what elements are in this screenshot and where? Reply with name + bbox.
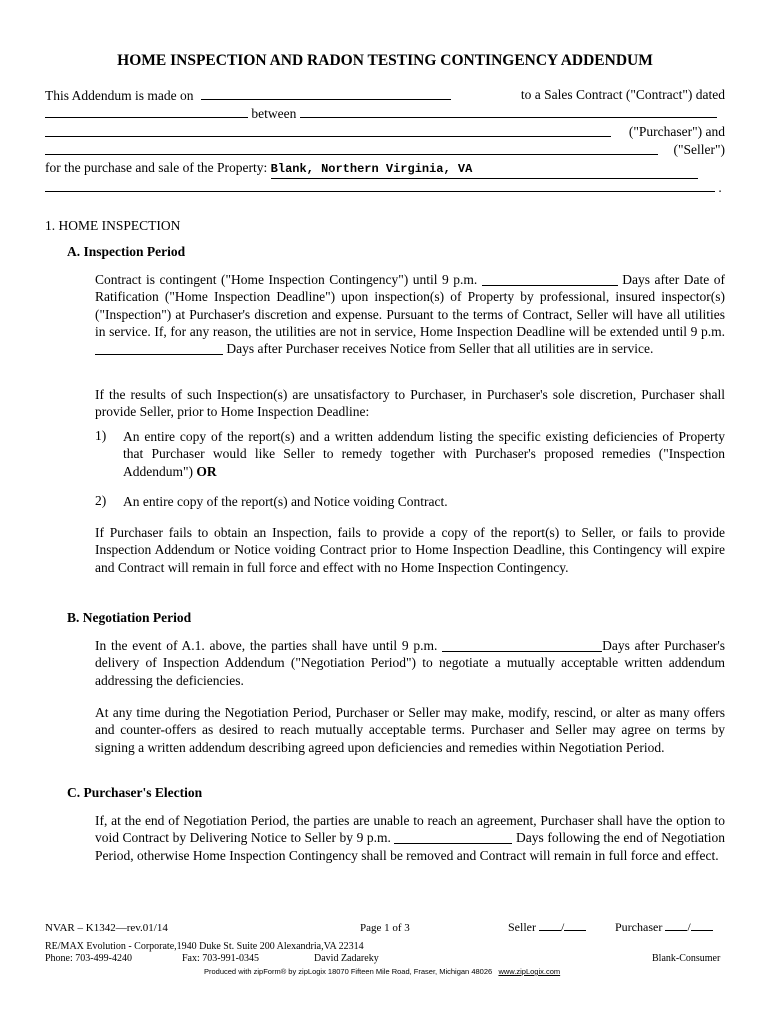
property-label: for the purchase and sale of the Property:	[45, 160, 268, 175]
inspection-days-field[interactable]	[482, 272, 618, 286]
office-phone: Phone: 703-499-4240	[45, 953, 132, 964]
property-address-field[interactable]: Blank, Northern Virginia, VA	[271, 161, 698, 179]
negotiation-text-2: Days after Purchaser's delivery of Inspection Addendum ("Negotiation Period") to negotiate a mutually acceptable written addendum addressing the deficiencies.	[95, 638, 726, 688]
negotiation-text-1: In the event of A.1. above, the parties shall have until 9 p.m.	[95, 638, 438, 653]
agent-name: David Zadareky	[314, 953, 379, 964]
seller-initials-field-1[interactable]	[539, 920, 561, 931]
seller-slash: /	[561, 920, 565, 934]
document-name: Blank-Consumer	[652, 953, 721, 964]
form-id: NVAR – K1342—rev.01/14	[45, 922, 168, 934]
purchaser-initials-label: Purchaser	[615, 920, 663, 934]
item-1-number: 1)	[95, 428, 107, 443]
election-paragraph	[95, 812, 725, 864]
intro-line-4	[45, 141, 725, 159]
inspection-text-2: Days after Date of Ratification ("Home Inspection Deadline") upon inspection(s) of Property by professional, insured inspector(s) ("Inspection") at Purchaser's discretion and expense. Pursuant to the terms of Contract, Seller will have all utilities in service. If, for any reason, the utilities are not in service, Home Inspection Deadline will be extended until 9 p.m.	[95, 272, 726, 339]
election-text-2: Days following the end of Negotiation Period, otherwise Home Inspection Contingency shall be removed and Contract will remain in full force and effect.	[95, 830, 726, 863]
seller-name-field[interactable]	[45, 141, 658, 155]
intro-period: .	[718, 180, 722, 195]
produced-by-text: Produced with zipForm® by zipLogix 18070 Fifteen Mile Road, Fraser, Michigan 48026	[204, 967, 493, 976]
inspection-text-3: Days after Purchaser receives Notice from Seller that all utilities are in service.	[226, 341, 654, 357]
intro-line-2	[45, 104, 725, 122]
negotiation-days-field[interactable]	[442, 638, 602, 652]
addendum-date-field[interactable]	[201, 86, 451, 100]
section-1-heading: 1. HOME INSPECTION	[45, 218, 181, 233]
purchaser-name-field[interactable]	[45, 123, 611, 137]
seller-initials	[508, 920, 586, 935]
inspection-period-paragraph	[95, 271, 725, 357]
seller-initials-field-2[interactable]	[564, 920, 586, 931]
election-days-field[interactable]	[394, 830, 512, 844]
failure-paragraph: If Purchaser fails to obtain an Inspection, fails to provide a copy of the report(s) to Seller, or fails to provide Inspection Addendum or Notice voiding Contract prior to Home Inspection Deadline, this Contingency will expire and Contract will remain in full force and effect with no Home Inspection Contingency.	[95, 525, 725, 575]
item-2-text: An entire copy of the report(s) and Notice voiding Contract.	[123, 494, 448, 509]
purchaser-initials-field-1[interactable]	[665, 920, 687, 931]
section-c-heading: C. Purchaser's Election	[67, 785, 203, 800]
document-title: HOME INSPECTION AND RADON TESTING CONTINGENCY ADDENDUM	[117, 52, 653, 69]
item-1-text	[123, 428, 725, 480]
unsatisfactory-paragraph: If the results of such Inspection(s) are unsatisfactory to Purchaser, in Purchaser's sole discretion, Purchaser shall provide Seller, prior to Home Inspection Deadline:	[95, 387, 725, 420]
seller-label: ("Seller")	[673, 142, 725, 157]
property-continuation-field[interactable]	[45, 178, 715, 192]
purchaser-initials-field-2[interactable]	[691, 920, 713, 931]
contract-date-field[interactable]	[45, 104, 248, 118]
item-2-number: 2)	[95, 493, 107, 508]
between-label: between	[251, 106, 297, 121]
between-party-field[interactable]	[300, 104, 717, 118]
negotiation-paragraph-1	[95, 637, 725, 689]
election-text-1: If, at the end of Negotiation Period, the parties are unable to reach an agreement, Purchaser shall have the option to void Contract by Delivering Notice to Seller by 9 p.m.	[95, 813, 725, 846]
utilities-days-field[interactable]	[95, 341, 223, 355]
section-b-heading: B. Negotiation Period	[67, 610, 192, 625]
section-a-heading: A. Inspection Period	[67, 244, 186, 259]
inspection-text-1: Contract is contingent ("Home Inspection Contingency") until 9 p.m.	[95, 272, 478, 287]
negotiation-paragraph-2: At any time during the Negotiation Period, Purchaser or Seller may make, modify, rescind, or alter as many offers and counter-offers as desired to reach mutually acceptable terms. Purchaser and Seller may agree on terms by signing a written addendum describing agreed upon deficiencies and remedies within Negotiation Period.	[95, 705, 725, 755]
item-1-or: OR	[196, 463, 217, 479]
purchaser-slash: /	[687, 920, 691, 934]
ziplogix-link[interactable]: www.zipLogix.com	[498, 967, 561, 976]
intro-line-6	[45, 178, 725, 196]
page-number: Page 1 of 3	[360, 922, 410, 934]
intro-line-1	[45, 86, 725, 104]
office-fax: Fax: 703-991-0345	[182, 953, 259, 964]
intro-line-5	[45, 159, 725, 179]
produced-by	[204, 967, 560, 976]
seller-initials-label: Seller	[508, 920, 536, 934]
intro-line-3	[45, 123, 725, 141]
made-on-label: This Addendum is made on	[45, 88, 194, 103]
to-contract-label: to a Sales Contract ("Contract") dated	[520, 87, 725, 102]
purchaser-initials	[615, 920, 713, 935]
purchaser-label: ("Purchaser") and	[628, 124, 725, 139]
item-1-body: An entire copy of the report(s) and a written addendum listing the specific existing deficiencies of Property that Purchaser would like Seller to remedy together with Purchaser's proposed remedies ("Inspection Addendum")	[123, 429, 725, 479]
office-address: RE/MAX Evolution - Corporate,1940 Duke St. Suite 200 Alexandria,VA 22314	[45, 941, 364, 952]
